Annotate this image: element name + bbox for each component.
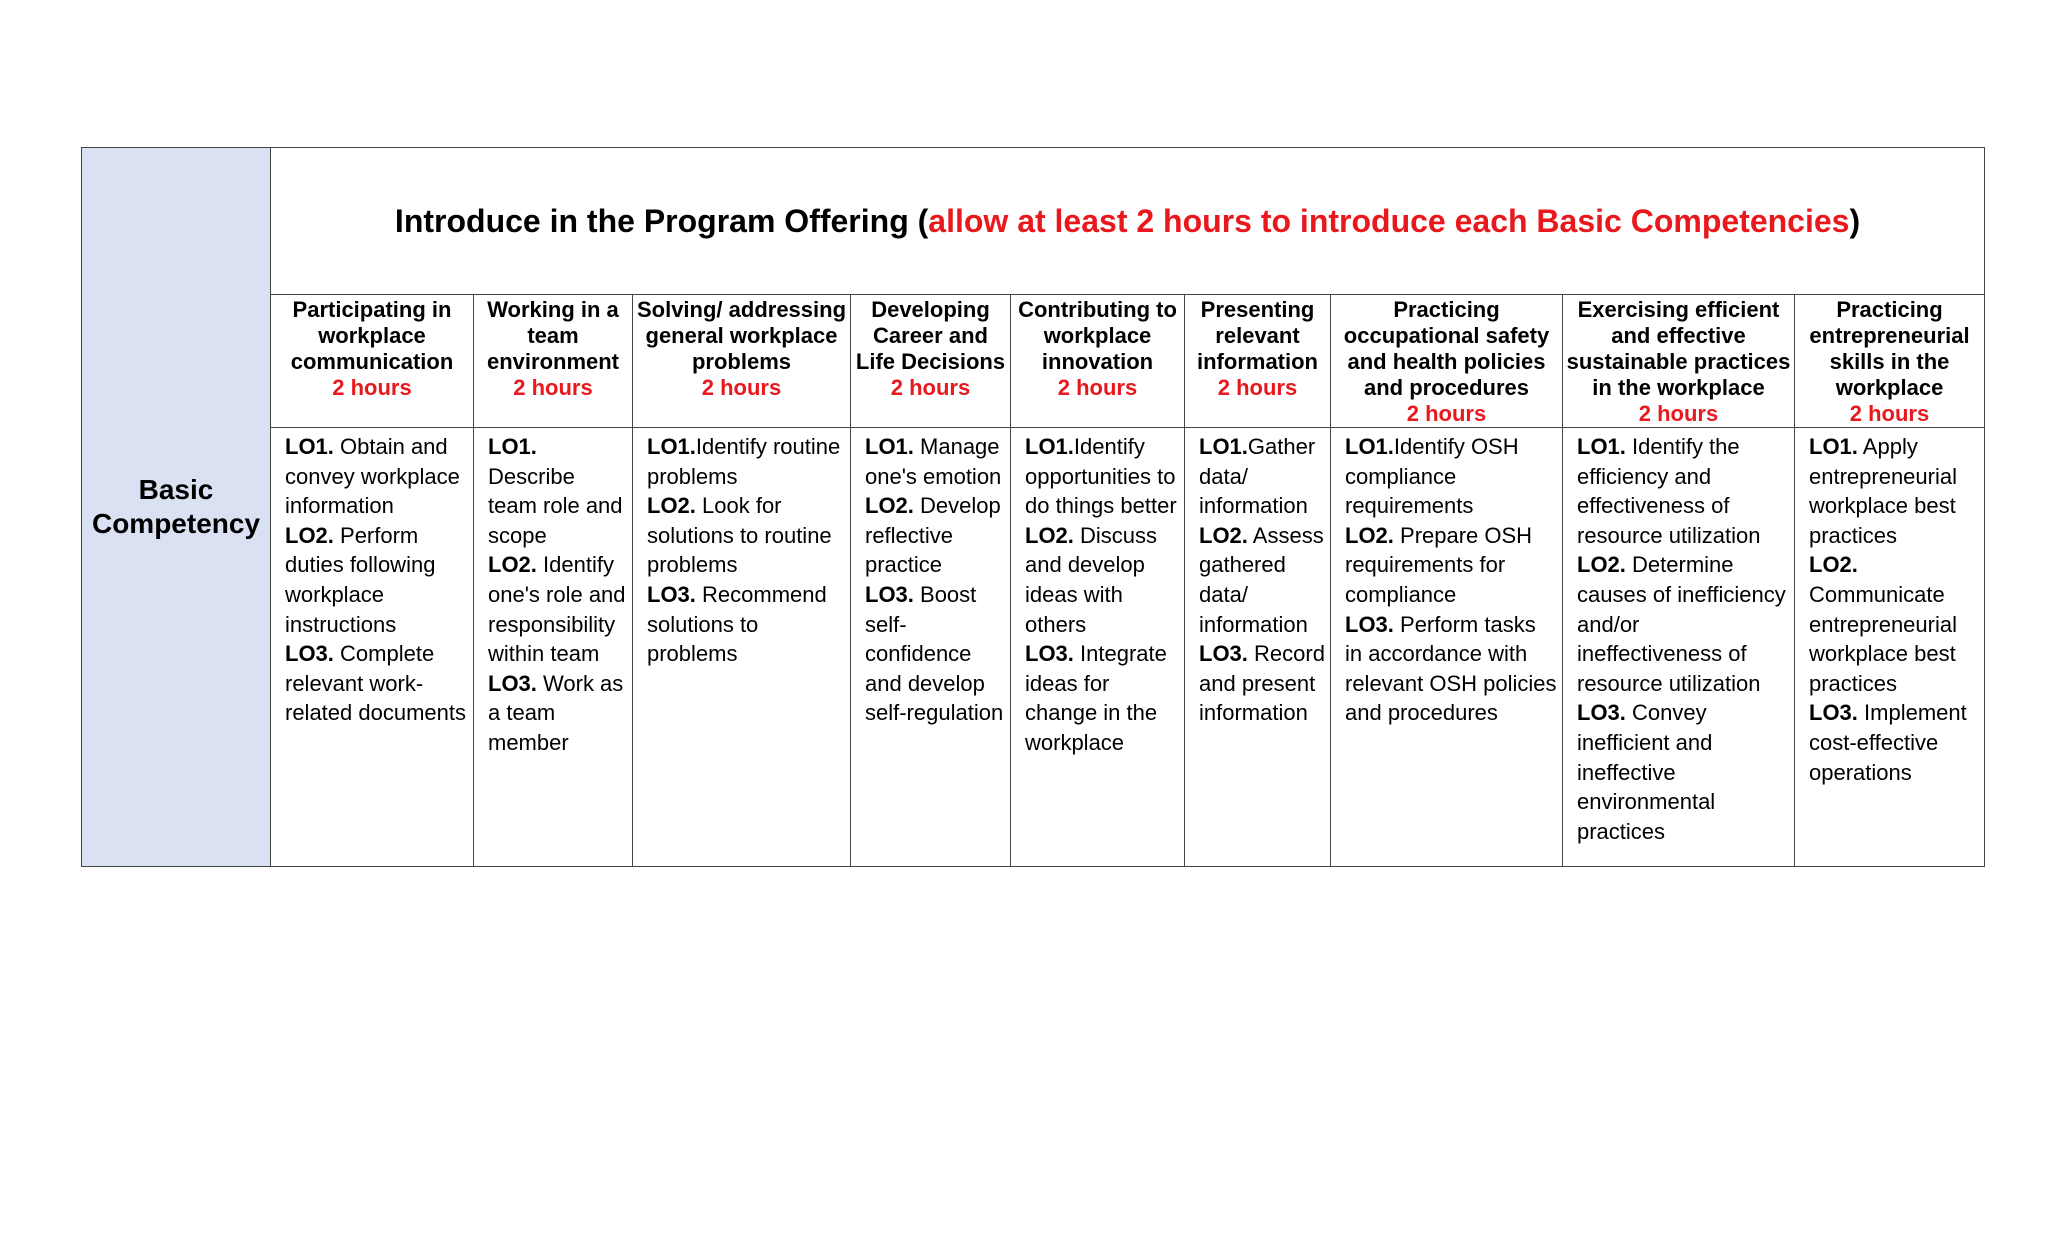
learning-outcome-code: LO3. <box>1025 641 1074 667</box>
learning-outcome-text: Complete relevant work-related documents <box>285 641 466 726</box>
learning-outcome-code: LO2. <box>865 493 914 519</box>
learning-outcome-code: LO1. <box>1809 434 1858 459</box>
learning-outcome <box>1199 521 1326 639</box>
learning-outcome-code: LO2. <box>1345 522 1394 548</box>
competency-title-line: Solving/ addressing <box>636 297 847 322</box>
competency-title-line: workplace <box>318 323 426 348</box>
competency-title-line: Life Decisions <box>855 349 1006 374</box>
learning-outcome-code: LO3. <box>1577 700 1626 726</box>
learning-outcome <box>1025 432 1180 521</box>
learning-outcome-text: Assess gathered data/ information <box>1199 522 1324 637</box>
learning-outcome-text: Integrate ideas for change in the workplace <box>1025 641 1167 755</box>
learning-outcomes-row <box>82 428 1985 867</box>
learning-outcome <box>1345 610 1558 728</box>
learning-outcome-code: LO1. <box>865 434 914 459</box>
learning-outcome-code: LO2. <box>647 493 696 519</box>
learning-outcome-code: LO3. <box>865 581 914 607</box>
competency-header <box>1563 295 1795 428</box>
title-end: ) <box>1849 202 1861 239</box>
competency-title-line: Exercising efficient <box>1577 297 1780 322</box>
learning-outcome-text: Look for solutions to routine problems <box>647 493 832 578</box>
learning-outcome-text: Discuss and develop ideas with others <box>1025 522 1158 637</box>
competency-title-line: Practicing <box>1393 297 1500 322</box>
side-label-line-1: Basic <box>138 474 214 505</box>
learning-outcomes-cell <box>1563 428 1795 867</box>
learning-outcome <box>865 491 1006 580</box>
learning-outcome-text: Develop reflective practice <box>865 493 1001 578</box>
learning-outcome <box>488 550 628 668</box>
learning-outcome-code: LO2. <box>285 522 334 548</box>
competency-title-line: environment <box>486 349 620 374</box>
competency-hours: 2 hours <box>701 375 782 400</box>
learning-outcome-code: LO1. <box>488 434 537 459</box>
title-main: Introduce in the Program Offering ( <box>394 202 929 239</box>
learning-outcome-text: Gather data/ information <box>1199 434 1316 519</box>
competency-header <box>633 295 851 428</box>
competency-title-line: communication <box>290 349 454 374</box>
competency-title-line: and health policies <box>1347 349 1546 374</box>
learning-outcome <box>285 432 469 521</box>
competency-header <box>1185 295 1331 428</box>
learning-outcome-code: LO3. <box>1809 700 1858 726</box>
learning-outcome-text: Work as a team member <box>488 670 624 755</box>
competency-title-line: in the workplace <box>1592 375 1765 400</box>
competency-title-line: Presenting <box>1200 297 1315 322</box>
competency-title-line: workplace <box>1043 323 1152 348</box>
competency-title-line: innovation <box>1041 349 1154 374</box>
learning-outcome-code: LO1. <box>647 434 696 459</box>
learning-outcome-text: Obtain and convey workplace information <box>285 434 460 519</box>
learning-outcome <box>1577 550 1790 698</box>
competency-title-line: skills in the <box>1829 349 1950 374</box>
learning-outcome <box>647 580 846 669</box>
competency-title-line: Career and <box>873 323 988 348</box>
learning-outcome <box>488 432 628 550</box>
competency-hours: 2 hours <box>1406 401 1487 426</box>
learning-outcome-text: Communicate entrepreneurial workplace best practices <box>1809 581 1957 696</box>
competency-title-line: and procedures <box>1363 375 1530 400</box>
learning-outcome-text: Boost self-confidence and develop self-regulation <box>865 581 1004 726</box>
competency-hours: 2 hours <box>890 375 971 400</box>
learning-outcome-text: Identify one's role and responsibility within team <box>488 552 626 667</box>
learning-outcomes-cell <box>1011 428 1185 867</box>
learning-outcome-code: LO2. <box>1809 552 1858 578</box>
competency-header <box>474 295 633 428</box>
competency-title-line: sustainable practices <box>1566 349 1791 374</box>
competency-header <box>1331 295 1563 428</box>
learning-outcomes-cell <box>474 428 633 867</box>
learning-outcomes-cell <box>1795 428 1985 867</box>
learning-outcome <box>1809 432 1980 550</box>
competency-title-line: workplace <box>1835 375 1944 400</box>
competency-header <box>851 295 1011 428</box>
learning-outcome <box>1199 432 1326 521</box>
learning-outcome-text: Determine causes of inefficiency and/or ineffectiveness of resource utilization <box>1577 552 1786 696</box>
learning-outcome <box>1345 521 1558 610</box>
competency-title-line: Contributing to <box>1018 297 1177 322</box>
learning-outcome-code: LO1. <box>1577 434 1626 459</box>
learning-outcome-code: LO3. <box>488 670 537 696</box>
competency-title-line: Developing <box>871 297 990 322</box>
competency-title-line: occupational safety <box>1343 323 1550 348</box>
competency-hours: 2 hours <box>513 375 593 400</box>
learning-outcomes-cell <box>633 428 851 867</box>
basic-competency-table <box>81 147 1985 867</box>
learning-outcome <box>865 580 1006 728</box>
competency-header <box>1011 295 1185 428</box>
learning-outcome-code: LO2. <box>1199 522 1248 548</box>
learning-outcome-text: Record and present information <box>1199 641 1325 726</box>
competency-header <box>271 295 474 428</box>
learning-outcome-text: Implement cost-effective operations <box>1809 700 1967 785</box>
competency-title-line: Working in a <box>487 297 619 322</box>
learning-outcomes-cell <box>271 428 474 867</box>
competency-title-line: problems <box>691 349 792 374</box>
title-highlight: allow at least 2 hours to introduce each Basic Competencies <box>928 202 1850 239</box>
learning-outcome-text: Perform duties following workplace instructions <box>285 522 436 637</box>
basic-competency-label <box>82 148 271 867</box>
learning-outcome-code: LO1. <box>1025 434 1074 459</box>
competency-hours: 2 hours <box>332 375 412 400</box>
competency-hours: 2 hours <box>1849 401 1930 426</box>
learning-outcome <box>1345 432 1558 521</box>
side-label-line-2: Competency <box>91 508 261 539</box>
competency-title-line: general workplace <box>645 323 838 348</box>
learning-outcomes-cell <box>1331 428 1563 867</box>
learning-outcome-text: Recommend solutions to problems <box>647 581 827 667</box>
learning-outcome <box>1577 698 1790 846</box>
learning-outcome-text: Convey inefficient and ineffective environmental practices <box>1577 700 1716 844</box>
competency-title-line: Participating in <box>292 297 452 322</box>
competency-hours: 2 hours <box>1638 401 1719 426</box>
learning-outcomes-cell <box>851 428 1011 867</box>
learning-outcome-code: LO3. <box>1345 611 1394 637</box>
learning-outcome <box>1809 550 1980 698</box>
program-offering-title <box>271 148 1985 295</box>
learning-outcome <box>647 432 846 491</box>
competency-hours: 2 hours <box>1057 375 1138 400</box>
learning-outcome-code: LO3. <box>285 641 334 667</box>
learning-outcome <box>1199 639 1326 728</box>
learning-outcome-text: Identify routine problems <box>647 434 841 489</box>
learning-outcome-text: Perform tasks in accordance with relevant OSH policies and procedures <box>1345 611 1557 726</box>
learning-outcome-text: Manage one's emotion <box>865 434 1002 489</box>
learning-outcome <box>285 521 469 639</box>
competency-title-line: team <box>527 323 579 348</box>
learning-outcome-code: LO2. <box>488 552 537 578</box>
learning-outcome-text: Apply entrepreneurial workplace best practices <box>1809 434 1957 548</box>
learning-outcome-text: Describe team role and scope <box>488 463 623 548</box>
learning-outcome-code: LO2. <box>1577 552 1626 578</box>
learning-outcome-code: LO3. <box>1199 641 1248 667</box>
learning-outcome <box>1025 639 1180 757</box>
competency-title-line: entrepreneurial <box>1809 323 1970 348</box>
competency-header-row <box>82 295 1985 428</box>
learning-outcome <box>647 491 846 580</box>
learning-outcome-code: LO1. <box>1345 434 1394 459</box>
learning-outcome <box>1809 698 1980 787</box>
learning-outcome-code: LO1. <box>285 434 334 459</box>
learning-outcome-text: Identify opportunities to do things better <box>1025 434 1177 519</box>
learning-outcomes-cell <box>1185 428 1331 867</box>
learning-outcome-code: LO3. <box>647 581 696 607</box>
learning-outcome <box>1025 521 1180 639</box>
learning-outcome <box>1577 432 1790 550</box>
learning-outcome-text: Identify OSH compliance requirements <box>1345 434 1519 519</box>
learning-outcome-text: Prepare OSH requirements for compliance <box>1345 522 1533 607</box>
learning-outcome <box>865 432 1006 491</box>
competency-title-line: and effective <box>1611 323 1746 348</box>
learning-outcome-code: LO1. <box>1199 434 1248 459</box>
competency-title-line: information <box>1197 349 1318 374</box>
learning-outcome <box>488 669 628 758</box>
competency-title-line: relevant <box>1215 323 1300 348</box>
competency-header <box>1795 295 1985 428</box>
learning-outcome <box>285 639 469 728</box>
learning-outcome-text: Identify the efficiency and effectiveness of resource utilization <box>1577 434 1761 548</box>
competency-hours: 2 hours <box>1217 375 1298 400</box>
competency-title-line: Practicing <box>1836 297 1943 322</box>
learning-outcome-code: LO2. <box>1025 522 1074 548</box>
